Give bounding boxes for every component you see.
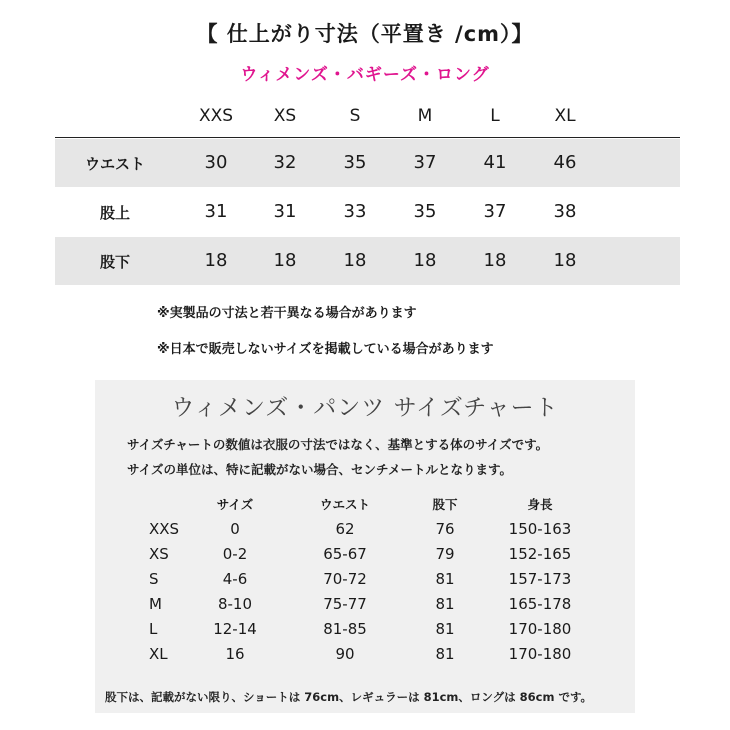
- size-header-s: S: [349, 106, 361, 126]
- chart-cell: 81: [435, 620, 455, 638]
- table-cell: 18: [343, 250, 367, 271]
- chart-size-label: XXS: [149, 520, 180, 538]
- chart-cell: 170-180: [508, 620, 572, 638]
- table-cell: 18: [204, 250, 228, 271]
- chart-cell: 81: [435, 570, 455, 588]
- chart-cell: 165-178: [508, 595, 572, 613]
- chart-cell: 79: [435, 545, 455, 563]
- note-unsold-sizes: ※日本で販売しないサイズを掲載している場合があります: [157, 342, 494, 357]
- chart-header-height: 身長: [527, 497, 553, 512]
- row-label: 股上: [99, 204, 130, 222]
- chart-size-label: XS: [149, 545, 169, 563]
- table-row-inseam: [55, 237, 680, 285]
- chart-cell: 81: [435, 645, 455, 663]
- chart-cell: 4-6: [222, 570, 248, 588]
- chart-header-inseam: 股下: [432, 497, 458, 512]
- size-header-xs: XS: [273, 106, 297, 126]
- chart-size-label: XL: [149, 645, 168, 663]
- table-cell: 32: [273, 152, 297, 173]
- size-header-l: L: [490, 106, 500, 126]
- chart-cell: 90: [335, 645, 355, 663]
- size-chart-title: ウィメンズ・パンツ サイズチャート: [171, 395, 559, 421]
- chart-cell: 65-67: [323, 545, 367, 563]
- chart-cell: 81: [435, 595, 455, 613]
- table-cell: 35: [413, 201, 437, 222]
- table-cell: 31: [204, 201, 228, 222]
- table-cell: 35: [343, 152, 367, 173]
- row-label: 股下: [99, 253, 130, 271]
- table-row-rise: [55, 188, 680, 236]
- size-header-m: M: [417, 106, 433, 126]
- size-chart-panel: [95, 380, 635, 713]
- size-chart-footnote: 股下は、記載がない限り、ショートは 76cm、レギュラーは 81cm、ロングは 86cm です。: [105, 690, 593, 704]
- size-header-xxs: XXS: [198, 106, 234, 126]
- page-title: 【 仕上がり寸法（平置き /cm）】: [196, 22, 534, 46]
- chart-header-size: サイズ: [216, 497, 254, 512]
- chart-size-label: S: [149, 570, 159, 588]
- size-chart-description: サイズチャートの数値は衣服の寸法ではなく、基準とする体のサイズです。: [127, 437, 549, 452]
- chart-cell: 12-14: [213, 620, 257, 638]
- table-cell: 38: [553, 201, 577, 222]
- size-header-row: [0, 106, 730, 130]
- table-cell: 46: [553, 152, 577, 173]
- chart-cell: 0-2: [222, 545, 248, 563]
- row-label: ウエスト: [84, 155, 145, 173]
- size-chart-unit-note: サイズの単位は、特に記載がない場合、センチメートルとなります。: [127, 462, 513, 477]
- table-cell: 18: [483, 250, 507, 271]
- header-divider: [55, 137, 680, 138]
- chart-cell: 70-72: [323, 570, 367, 588]
- table-cell: 18: [273, 250, 297, 271]
- chart-size-label: M: [149, 595, 162, 613]
- table-cell: 18: [413, 250, 437, 271]
- table-cell: 30: [204, 152, 228, 173]
- chart-cell: 76: [435, 520, 455, 538]
- chart-cell: 152-165: [508, 545, 572, 563]
- chart-size-label: L: [149, 620, 158, 638]
- chart-cell: 81-85: [323, 620, 367, 638]
- table-cell: 41: [483, 152, 507, 173]
- chart-header-waist: ウエスト: [319, 497, 370, 512]
- note-dimension-variance: ※実製品の寸法と若干異なる場合があります: [157, 306, 417, 321]
- chart-cell: 150-163: [508, 520, 572, 538]
- chart-cell: 0: [230, 520, 240, 538]
- table-cell: 31: [273, 201, 297, 222]
- table-cell: 37: [413, 152, 437, 173]
- product-subtitle: ウィメンズ・バギーズ・ロング: [240, 65, 490, 85]
- size-header-xl: XL: [554, 106, 576, 126]
- chart-cell: 170-180: [508, 645, 572, 663]
- chart-cell: 62: [335, 520, 355, 538]
- chart-cell: 8-10: [217, 595, 253, 613]
- table-cell: 33: [343, 201, 367, 222]
- table-cell: 37: [483, 201, 507, 222]
- table-cell: 18: [553, 250, 577, 271]
- table-row-waist: [55, 139, 680, 187]
- chart-cell: 157-173: [508, 570, 572, 588]
- chart-cell: 16: [225, 645, 245, 663]
- chart-cell: 75-77: [323, 595, 367, 613]
